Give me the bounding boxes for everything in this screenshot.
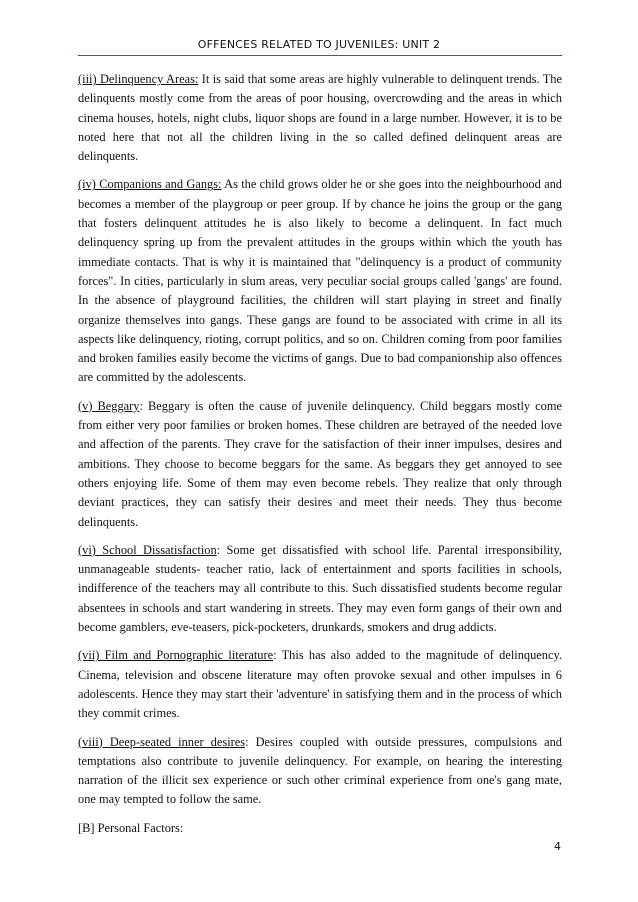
page-header: OFFENCES RELATED TO JUVENILES: UNIT 2 [197, 38, 441, 51]
paragraph-heading: (vi) School Dissatisfaction [78, 542, 217, 557]
paragraph-film-literature [78, 646, 562, 723]
paragraph-text: : This has also added to the magnitude of delinquency. Cinema, television and obscene literature may often provoke sexual and other impulses in 6 adolescents. Hence they may start their 'adventure' in satisfying them and in the process of which they commit crimes. [78, 648, 562, 721]
paragraph-delinquency-areas [78, 70, 562, 166]
paragraph-text: : Desires coupled with outside pressures, compulsions and temptations also contribute to juvenile delinquency. For example, on hearing the interesting narration of the illicit sex experience or such other criminal experience from one's gang mate, one may tempted to follow the same. [78, 734, 562, 807]
paragraph-companions-gangs [78, 175, 562, 387]
section-heading-personal-factors [78, 819, 562, 838]
paragraph-heading: (viii) Deep-seated inner desires [78, 734, 246, 749]
paragraph-heading: (iii) Delinquency Areas: [78, 72, 199, 86]
paragraph-text: As the child grows older he or she goes into the neighbourhood and becomes a member of the playgroup or peer group. If by chance he joins the group or the gang that fosters delinquent attitudes he is also likely to become a delinquent. In fact much delinquency spring up from the prevalent attitudes in the groups within which the youth has immediate contacts. That is why it is maintained that "delinquency is a product of community forces". In cities, particularly in slum areas, very peculiar social groups called 'gangs' are found. In the absence of playground facilities, the children will start playing in street and finally organize themselves into gangs. These gangs are found to be associated with crime in all its aspects like delinquency, rioting, corrupt politics, and so on. Children coming from poor families and broken families easily become the victims of gangs. Due to bad companionship also offences are committed by the adolescents. [78, 177, 562, 385]
paragraph-beggary [78, 397, 562, 532]
paragraph-heading: (iv) Companions and Gangs: [78, 177, 222, 192]
page-number: 4 [554, 840, 561, 853]
paragraph-inner-desires [78, 733, 562, 810]
paragraph-text: It is said that some areas are highly vulnerable to delinquent trends. The delinquents mostly come from the areas of poor housing, overcrowding and the areas in which cinema houses, hotels, night clubs, liquor shops are found in a large number. However, it is to be noted here that not all the children living in the so called defined delinquent areas are delinquents. [78, 72, 562, 164]
paragraph-school-dissatisfaction [78, 541, 562, 637]
page-body [78, 70, 562, 847]
header-divider [78, 55, 562, 56]
paragraph-text: : Some get dissatisfied with school life. Parental irresponsibility, unmanageable students- teacher ratio, lack of entertainment and sports facilities in schools, indifference of the teachers may all contribute to this. Such dissatisfied students become regular absentees in schools and start wandering in streets. They may even form gangs of their own and become gamblers, eve-teasers, pick-pocketers, drunkards, smokers and drug addicts. [78, 542, 562, 635]
paragraph-heading: (vii) Film and Pornographic literature [78, 648, 274, 663]
paragraph-heading: (v) Beggary [78, 398, 140, 413]
section-heading-text: [B] Personal Factors: [78, 820, 184, 835]
paragraph-text: : Beggary is often the cause of juvenile delinquency. Child beggars mostly come from either very poor families or broken homes. These children are betrayed of the needed love and affection of the parents. They crave for the satisfaction of their inner impulses, desires and ambitions. They choose to become beggars for the same. As beggars they get annoyed to see others enjoying life. Some of them may even become rebels. They realize that only through deviant practices, they can satisfy their desires and meet their needs. They thus become delinquents. [78, 398, 562, 529]
